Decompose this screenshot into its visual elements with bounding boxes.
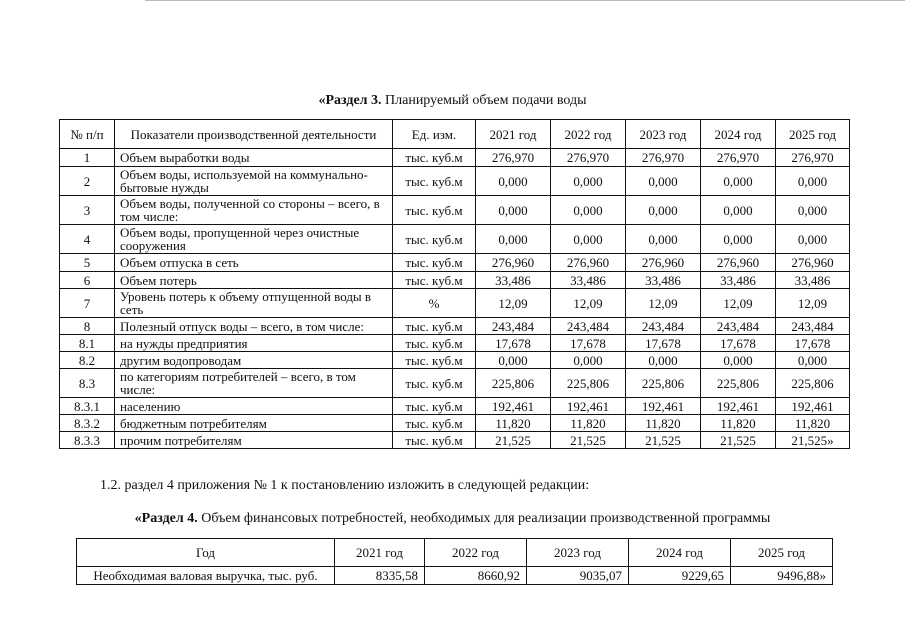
revenue-2024: 9229,65 xyxy=(629,567,731,585)
row-value-2025: 17,678 xyxy=(776,335,850,352)
row-value-2023: 11,820 xyxy=(626,415,701,432)
row-value-2021: 21,525 xyxy=(476,432,551,449)
fin-col-header-2022: 2022 год xyxy=(425,539,527,567)
row-indicator: по категориям потребителей – всего, в том числе: xyxy=(115,369,393,398)
financial-revenue-row xyxy=(77,567,833,585)
row-value-2025: 0,000 xyxy=(776,196,850,225)
row-value-2022: 0,000 xyxy=(551,225,626,254)
row-indicator: Объем отпуска в сеть xyxy=(115,254,393,272)
table-row xyxy=(60,335,850,352)
row-value-2021: 276,960 xyxy=(476,254,551,272)
row-number: 3 xyxy=(60,196,115,225)
row-number: 8.3.3 xyxy=(60,432,115,449)
row-number: 8 xyxy=(60,318,115,335)
row-value-2022: 276,970 xyxy=(551,149,626,167)
row-indicator: другим водопроводам xyxy=(115,352,393,369)
row-value-2022: 17,678 xyxy=(551,335,626,352)
row-value-2021: 0,000 xyxy=(476,196,551,225)
row-value-2025: 243,484 xyxy=(776,318,850,335)
row-number: 8.3.1 xyxy=(60,398,115,415)
section3-title xyxy=(0,93,905,109)
row-value-2022: 12,09 xyxy=(551,289,626,318)
row-indicator: Уровень потерь к объему отпущенной воды в сеть xyxy=(115,289,393,318)
row-value-2023: 0,000 xyxy=(626,167,701,196)
table-row xyxy=(60,254,850,272)
water-supply-table-body xyxy=(60,149,850,449)
row-value-2022: 21,525 xyxy=(551,432,626,449)
financial-needs-table xyxy=(76,538,833,585)
row-value-2021: 0,000 xyxy=(476,225,551,254)
col-header-unit: Ед. изм. xyxy=(393,120,476,149)
col-header-indicator: Показатели производственной деятельности xyxy=(115,120,393,149)
row-value-2023: 12,09 xyxy=(626,289,701,318)
row-value-2025: 0,000 xyxy=(776,167,850,196)
table-row xyxy=(60,318,850,335)
row-value-2024: 276,970 xyxy=(701,149,776,167)
table-row xyxy=(60,432,850,449)
table-row xyxy=(60,415,850,432)
row-value-2025: 33,486 xyxy=(776,272,850,289)
table-row xyxy=(60,149,850,167)
row-indicator: Объем воды, пропущенной через очистные сооружения xyxy=(115,225,393,254)
row-value-2022: 0,000 xyxy=(551,352,626,369)
row-unit: тыс. куб.м xyxy=(393,415,476,432)
row-value-2024: 33,486 xyxy=(701,272,776,289)
row-value-2021: 0,000 xyxy=(476,352,551,369)
row-number: 6 xyxy=(60,272,115,289)
row-value-2021: 0,000 xyxy=(476,167,551,196)
fin-col-header-2024: 2024 год xyxy=(629,539,731,567)
row-unit: тыс. куб.м xyxy=(393,254,476,272)
revenue-2023: 9035,07 xyxy=(527,567,629,585)
fin-col-header-year: Год xyxy=(77,539,335,567)
row-value-2025: 11,820 xyxy=(776,415,850,432)
row-indicator: на нужды предприятия xyxy=(115,335,393,352)
row-value-2023: 225,806 xyxy=(626,369,701,398)
row-value-2022: 11,820 xyxy=(551,415,626,432)
row-unit: тыс. куб.м xyxy=(393,369,476,398)
row-indicator: Объем потерь xyxy=(115,272,393,289)
row-value-2025: 0,000 xyxy=(776,225,850,254)
row-indicator: Объем выработки воды xyxy=(115,149,393,167)
financial-header-row xyxy=(77,539,833,567)
row-value-2022: 33,486 xyxy=(551,272,626,289)
row-value-2022: 0,000 xyxy=(551,196,626,225)
row-value-2023: 0,000 xyxy=(626,352,701,369)
row-value-2025: 12,09 xyxy=(776,289,850,318)
row-value-2024: 12,09 xyxy=(701,289,776,318)
row-value-2021: 17,678 xyxy=(476,335,551,352)
row-indicator: населению xyxy=(115,398,393,415)
row-unit: тыс. куб.м xyxy=(393,335,476,352)
row-unit: тыс. куб.м xyxy=(393,196,476,225)
row-value-2025: 192,461 xyxy=(776,398,850,415)
row-value-2023: 0,000 xyxy=(626,225,701,254)
row-value-2025: 0,000 xyxy=(776,352,850,369)
row-indicator: Объем воды, полученной со стороны – всего, в том числе: xyxy=(115,196,393,225)
row-value-2025: 276,970 xyxy=(776,149,850,167)
table-row xyxy=(60,369,850,398)
row-unit: % xyxy=(393,289,476,318)
row-value-2024: 17,678 xyxy=(701,335,776,352)
row-value-2023: 0,000 xyxy=(626,196,701,225)
amendment-paragraph: 1.2. раздел 4 приложения № 1 к постановлению изложить в следующей редакции: xyxy=(100,478,590,493)
fin-col-header-2023: 2023 год xyxy=(527,539,629,567)
row-number: 8.1 xyxy=(60,335,115,352)
row-value-2024: 21,525 xyxy=(701,432,776,449)
section3-title-text: Планируемый объем подачи воды xyxy=(381,93,587,108)
row-value-2022: 276,960 xyxy=(551,254,626,272)
col-header-number: № п/п xyxy=(60,120,115,149)
row-value-2021: 12,09 xyxy=(476,289,551,318)
table-row xyxy=(60,289,850,318)
row-number: 4 xyxy=(60,225,115,254)
row-value-2023: 17,678 xyxy=(626,335,701,352)
row-value-2025: 225,806 xyxy=(776,369,850,398)
row-value-2021: 225,806 xyxy=(476,369,551,398)
row-value-2024: 243,484 xyxy=(701,318,776,335)
row-unit: тыс. куб.м xyxy=(393,352,476,369)
page-top-rule xyxy=(145,0,905,1)
row-value-2023: 276,960 xyxy=(626,254,701,272)
table-row xyxy=(60,398,850,415)
row-number: 8.3.2 xyxy=(60,415,115,432)
row-value-2023: 33,486 xyxy=(626,272,701,289)
row-value-2023: 21,525 xyxy=(626,432,701,449)
row-unit: тыс. куб.м xyxy=(393,432,476,449)
row-value-2024: 0,000 xyxy=(701,196,776,225)
row-value-2022: 192,461 xyxy=(551,398,626,415)
table-row xyxy=(60,167,850,196)
section3-title-bold: «Раздел 3. xyxy=(318,93,382,108)
row-indicator: прочим потребителям xyxy=(115,432,393,449)
col-header-2025: 2025 год xyxy=(776,120,850,149)
row-value-2025: 276,960 xyxy=(776,254,850,272)
row-value-2024: 11,820 xyxy=(701,415,776,432)
row-value-2021: 192,461 xyxy=(476,398,551,415)
row-value-2021: 11,820 xyxy=(476,415,551,432)
row-value-2021: 33,486 xyxy=(476,272,551,289)
row-value-2022: 225,806 xyxy=(551,369,626,398)
row-unit: тыс. куб.м xyxy=(393,272,476,289)
revenue-2025: 9496,88» xyxy=(731,567,833,585)
row-value-2024: 225,806 xyxy=(701,369,776,398)
table-row xyxy=(60,196,850,225)
fin-col-header-2021: 2021 год xyxy=(335,539,425,567)
water-supply-table xyxy=(59,119,850,449)
col-header-2022: 2022 год xyxy=(551,120,626,149)
row-value-2024: 0,000 xyxy=(701,352,776,369)
row-unit: тыс. куб.м xyxy=(393,167,476,196)
row-unit: тыс. куб.м xyxy=(393,398,476,415)
row-value-2024: 0,000 xyxy=(701,225,776,254)
row-value-2021: 243,484 xyxy=(476,318,551,335)
col-header-2023: 2023 год xyxy=(626,120,701,149)
revenue-2022: 8660,92 xyxy=(425,567,527,585)
row-value-2024: 276,960 xyxy=(701,254,776,272)
row-indicator: Объем воды, используемой на коммунально-бытовые нужды xyxy=(115,167,393,196)
col-header-2024: 2024 год xyxy=(701,120,776,149)
row-number: 1 xyxy=(60,149,115,167)
row-number: 5 xyxy=(60,254,115,272)
row-number: 7 xyxy=(60,289,115,318)
water-supply-header-row xyxy=(60,120,850,149)
revenue-label: Необходимая валовая выручка, тыс. руб. xyxy=(77,567,335,585)
row-value-2023: 276,970 xyxy=(626,149,701,167)
row-number: 8.2 xyxy=(60,352,115,369)
section4-title xyxy=(0,511,905,527)
row-value-2023: 192,461 xyxy=(626,398,701,415)
table-row xyxy=(60,352,850,369)
row-unit: тыс. куб.м xyxy=(393,318,476,335)
row-value-2023: 243,484 xyxy=(626,318,701,335)
row-number: 2 xyxy=(60,167,115,196)
row-value-2025: 21,525» xyxy=(776,432,850,449)
section4-title-text: Объем финансовых потребностей, необходимых для реализации производственной программы xyxy=(197,511,771,526)
fin-col-header-2025: 2025 год xyxy=(731,539,833,567)
row-value-2021: 276,970 xyxy=(476,149,551,167)
revenue-2021: 8335,58 xyxy=(335,567,425,585)
table-row xyxy=(60,225,850,254)
row-unit: тыс. куб.м xyxy=(393,225,476,254)
row-number: 8.3 xyxy=(60,369,115,398)
row-value-2024: 0,000 xyxy=(701,167,776,196)
section4-title-bold: «Раздел 4. xyxy=(134,511,198,526)
row-value-2022: 0,000 xyxy=(551,167,626,196)
row-value-2022: 243,484 xyxy=(551,318,626,335)
row-indicator: Полезный отпуск воды – всего, в том числе: xyxy=(115,318,393,335)
row-indicator: бюджетным потребителям xyxy=(115,415,393,432)
col-header-2021: 2021 год xyxy=(476,120,551,149)
row-value-2024: 192,461 xyxy=(701,398,776,415)
row-unit: тыс. куб.м xyxy=(393,149,476,167)
table-row xyxy=(60,272,850,289)
